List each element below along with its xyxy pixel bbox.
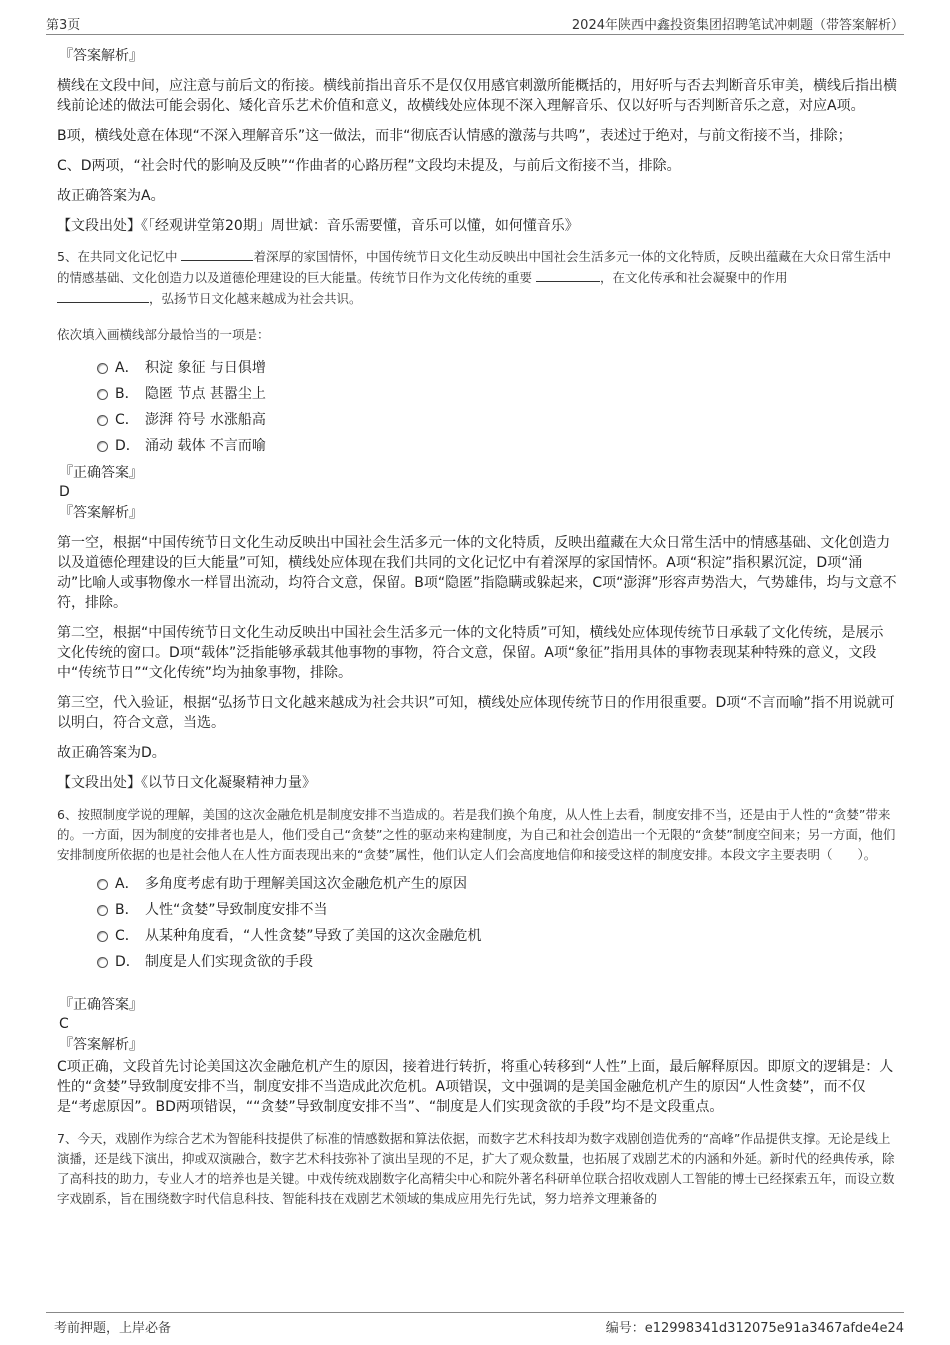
analysis-paragraph: 故正确答案为D。 — [57, 745, 166, 761]
page-number: 第3页 — [46, 18, 81, 33]
analysis-paragraph: B项，横线处意在体现“不深入理解音乐”这一做法，而非“彻底否认情感的激荡与共鸣”，表述过于绝对，与前文衔接不当，排除； — [57, 128, 852, 144]
analysis-paragraph: 第一空，根据“中国传统节日文化生动反映出中国社会生活多元一体的文化特质，反映出蕴藏在大众日常生活中的情感基础、文化创造力以及道德伦理建设的巨大能量”可知，横线处应体现在我们共同的文化记忆中有着深厚的家国情怀。A项“积淀”指积累沉淀，D项“涌动”比喻人或事物像水一样冒出流动，均符合文意，保留。B项“隐匿”指隐瞒或躲起来，C项“澎湃”形容声势浩大，气势雄伟，均与文意不符，排除。 — [57, 535, 897, 611]
fill-blank — [181, 246, 253, 261]
option-a[interactable]: A． 积淀 象征 与日俱增 — [57, 355, 897, 381]
analysis-paragraph: 第二空，根据“中国传统节日文化生动反映出中国社会生活多元一体的文化特质”可知，横线处应体现传统节日承载了文化传统，是展示文化传统的窗口。D项“载体”泛指能够承载其他事物的事物，符合文意，保留。A项“象征”指用具体的事物表现某种特殊的意义，文段中“传统节日”“文化传统”均为抽象事物，排除。 — [57, 625, 884, 681]
analysis-paragraph: 第三空，代入验证，根据“弘扬节日文化越来越成为社会共识”可知，横线处应体现传统节日的作用很重要。D项“不言而喻”指不用说就可以明白，符合文意，当选。 — [57, 695, 895, 731]
radio-button[interactable] — [97, 363, 108, 374]
radio-button[interactable] — [97, 905, 108, 916]
document-body — [57, 44, 897, 1209]
option-b[interactable]: B． 隐匿 节点 甚嚣尘上 — [57, 381, 897, 407]
page-footer — [46, 1312, 904, 1335]
answer-analysis-label: 『答案解析』 — [59, 505, 143, 521]
analysis-paragraph: 故正确答案为A。 — [57, 188, 165, 204]
radio-button[interactable] — [97, 879, 108, 890]
correct-answer: D — [59, 484, 70, 500]
document-title: 2024年陕西中鑫投资集团招聘笔试冲刺题（带答案解析） — [571, 18, 904, 33]
analysis-paragraph: 横线在文段中间，应注意与前后文的衔接。横线前指出音乐不是仅仅用感官刺激所能概括的，用好听与否去判断音乐审美，横线后指出横线前论述的做法可能会弱化、矮化音乐艺术价值和意义，故横线处应体现不深入理解音乐、仅以好听与否判断音乐之意，对应A项。 — [57, 78, 897, 114]
radio-button[interactable] — [97, 957, 108, 968]
option-d[interactable]: D． 涌动 载体 不言而喻 — [57, 433, 897, 459]
radio-button[interactable] — [97, 441, 108, 452]
option-d[interactable]: D． 制度是人们实现贪欲的手段 — [57, 949, 897, 975]
document-id: 编号：e12998341d312075e91a3467afde4e24 — [605, 1321, 904, 1336]
option-c[interactable]: C． 澎湃 符号 水涨船高 — [57, 407, 897, 433]
fill-blank — [57, 288, 149, 303]
answer-analysis-label: 『答案解析』 — [59, 1037, 143, 1053]
question-5-prompt: 依次填入画横线部分最恰当的一项是： — [57, 327, 270, 342]
correct-answer-label: 『正确答案』 — [59, 997, 143, 1013]
radio-button[interactable] — [97, 415, 108, 426]
analysis-paragraph: C、D两项，“社会时代的影响及反映”“作曲者的心路历程”文段均未提及，与前后文衔接不当，排除。 — [57, 158, 681, 174]
correct-answer-label: 『正确答案』 — [59, 465, 143, 481]
question-7-stem: 7、今天，戏剧作为综合艺术为智能科技提供了标准的情感数据和算法依据，而数字艺术科技却为数字戏剧创造优秀的“高峰”作品提供支撑。无论是线上演播，还是线下演出，抑或双演融合，数字艺术科技弥补了演出呈现的不足，扩大了观众数量，也拓展了戏剧艺术的内涵和外延。新时代的经典传承，除了高科技的助力，专业人才的培养也是关键。中戏传统戏剧数字化高精尖中心和院外著名科研单位联合招收戏剧人工智能的博士已经探索五年，而设立数字戏剧系，旨在围绕数字时代信息科技、智能科技在戏剧艺术领域的集成应用先行先试，努力培养文理兼备的 — [57, 1131, 895, 1206]
option-a[interactable]: A． 多角度考虑有助于理解美国这次金融危机产生的原因 — [57, 871, 897, 897]
answer-analysis-label: 『答案解析』 — [59, 48, 143, 64]
source-citation: 【文段出处】《以节日文化凝聚精神力量》 — [57, 775, 316, 791]
analysis-paragraph: C项正确，文段首先讨论美国这次金融危机产生的原因，接着进行转折，将重心转移到“人性”上面，最后解释原因。即原文的逻辑是：人性的“贪婪”导致制度安排不当，制度安排不当造成此次危机。A项错误，文中强调的是美国金融危机产生的原因“人性贪婪”，而不仅是“考虑原因”。BD两项错误，““贪婪”导致制度安排不当”、“制度是人们实现贪欲的手段”均不是文段重点。 — [57, 1059, 894, 1115]
page-header — [46, 12, 904, 35]
source-citation: 【文段出处】《「经观讲堂第20期」周世斌：音乐需要懂，音乐可以懂，如何懂音乐》 — [57, 218, 579, 234]
option-b[interactable]: B． 人性“贪婪”导致制度安排不当 — [57, 897, 897, 923]
fill-blank — [536, 267, 600, 282]
question-6-stem: 6、按照制度学说的理解，美国的这次金融危机是制度安排不当造成的。若是我们换个角度，从人性上去看，制度安排不当，还是由于人性的“贪婪”带来的。一方面，因为制度的安排者也是人，他们受自己“贪婪”之性的驱动来构建制度，为自己和社会创造出一个无限的“贪婪”制度空间来；另一方面，他们安排制度所依据的也是社会他人在人性方面表现出来的“贪婪”属性，他们认定人们会高度地信仰和接受这样的制度安排。本段文字主要表明（ ）。 — [57, 807, 896, 862]
footer-slogan: 考前押题，上岸必备 — [54, 1321, 172, 1336]
radio-button[interactable] — [97, 389, 108, 400]
option-c[interactable]: C． 从某种角度看，“人性贪婪”导致了美国的这次金融危机 — [57, 923, 897, 949]
question-5-stem: 5、在共同文化记忆中 着深厚的家国情怀，中国传统节日文化生动反映出中国社会生活多元一体的文化特质，反映出蕴藏在大众日常生活中的情感基础、文化创造力以及道德伦理建设的巨大能量。传统节日作为文化传统的重要 ，在文化传承和社会凝聚中的作用 ，弘扬节日文化越来越成为社会共识。 — [57, 246, 897, 309]
radio-button[interactable] — [97, 931, 108, 942]
correct-answer: C — [59, 1016, 69, 1032]
